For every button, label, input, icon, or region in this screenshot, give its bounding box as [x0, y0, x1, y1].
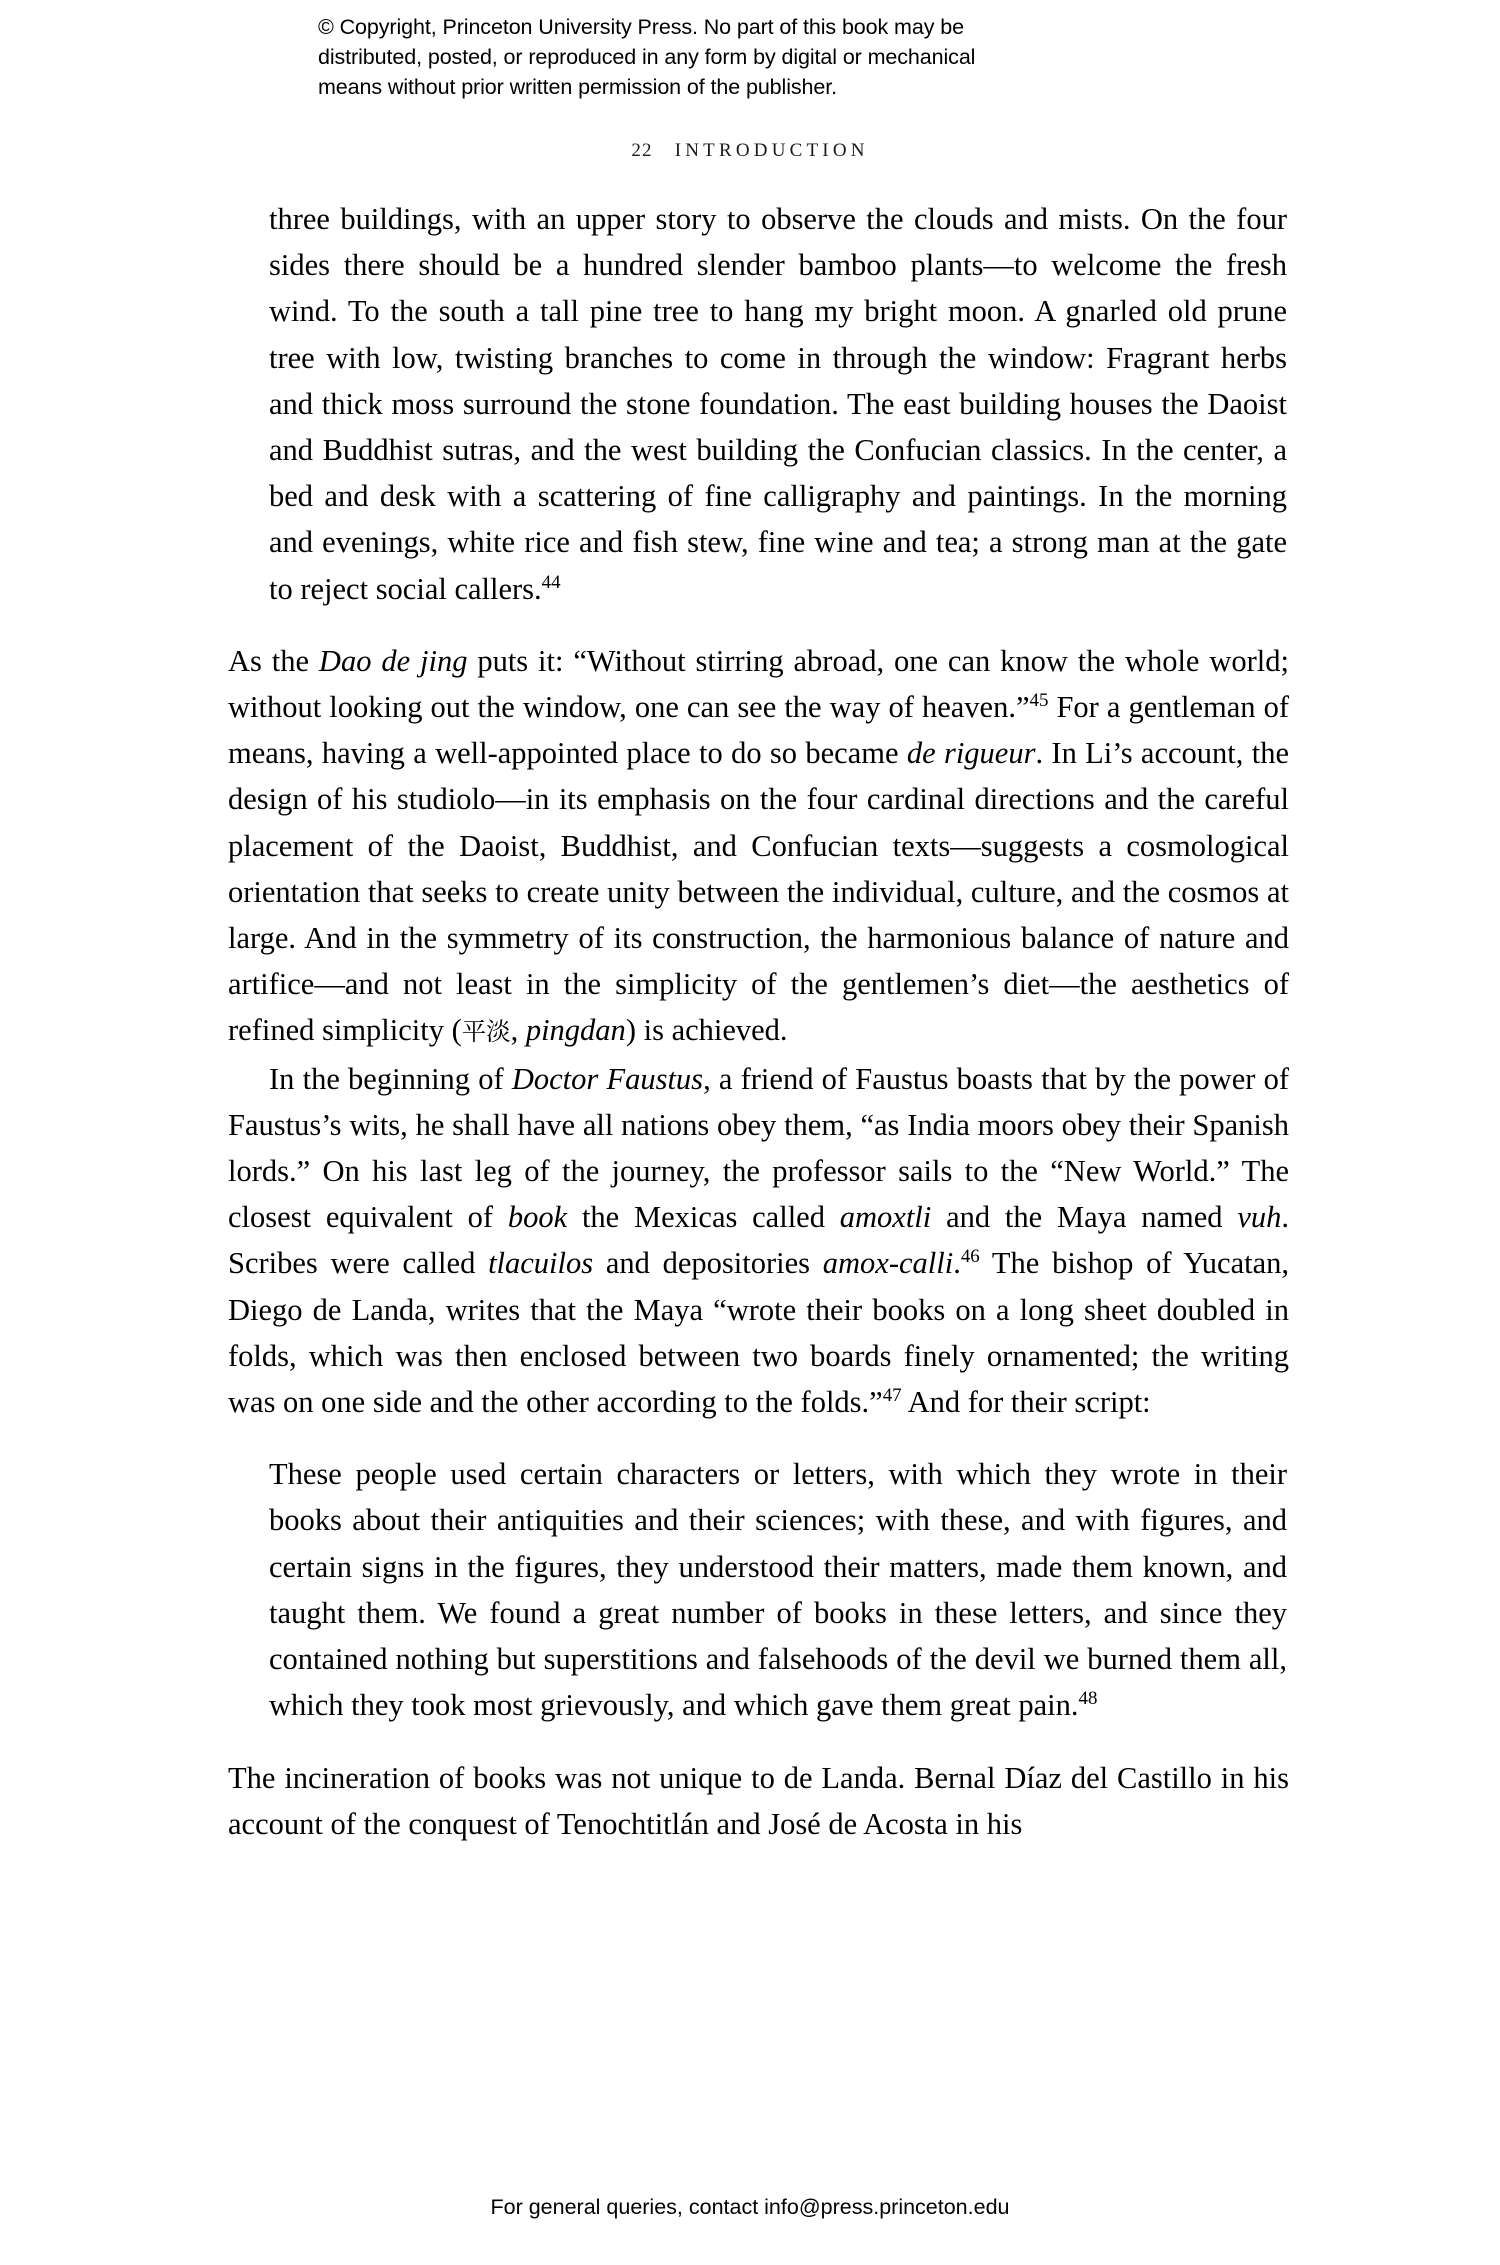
para-dao-seg1: As the	[228, 643, 319, 678]
title-dao-de-jing: Dao de jing	[318, 643, 468, 678]
word-book-italic: book	[507, 1200, 568, 1235]
word-tlacuilos: tlacuilos	[488, 1246, 594, 1281]
copyright-line-1: © Copyright, Princeton University Press. No part of this book may be	[318, 15, 964, 39]
section-title: INTRODUCTION	[674, 140, 869, 161]
para-dao-seg5: ,	[510, 1013, 526, 1048]
para-faustus-seg8: The bishop of Yucatan, Diego de Landa, writes that the Maya “wrote their books on a long sheet doubled in folds, which was then enclosed between two boards finely ornamented; the writing was on one side and the other according to the folds.”	[228, 1246, 1290, 1420]
footer-queries: For general queries, contact info@press.princeton.edu	[490, 2195, 1010, 2219]
page-number: 22	[631, 140, 653, 161]
running-head	[0, 140, 1500, 162]
para-faustus-seg4: and the Maya named	[931, 1200, 1238, 1235]
footnote-marker-46: 46	[960, 1246, 980, 1268]
romanization-pingdan: pingdan	[525, 1013, 626, 1048]
blockquote-2-text	[269, 1451, 1287, 1728]
footnote-marker-44: 44	[541, 571, 561, 593]
hanzi-pingdan: 平淡	[461, 1017, 511, 1047]
paragraph-incineration: The incineration of books was not unique to de Landa. Bernal Díaz del Castillo in his account of the conquest of Tenochtitlán and José de Acosta in his	[228, 1760, 1289, 1841]
para-dao-seg2: puts it: “Without stirring abroad, one can know the whole world; without looking out the window, one can see the way of heaven.”	[228, 643, 1289, 725]
word-amoxtli: amoxtli	[839, 1200, 932, 1235]
para-faustus-seg5: . Scribes were called	[228, 1200, 1289, 1281]
para-dao-seg4: . In Li’s account, the design of his studiolo—in its emphasis on the four cardinal directions and the careful placement of the Daoist, Buddhist, and Confucian texts—suggests a cosmological orientation that seeks to create unity between the individual, culture, and the cosmos at large. And in the symmetry of its construction, the harmonious balance of nature and artifice—and not least in the simplicity of the gentlemen’s diet—the aesthetics of refined simplicity (	[228, 736, 1289, 1048]
para-faustus-seg9: And for their script:	[901, 1385, 1151, 1420]
para-dao-seg6: ) is achieved.	[625, 1013, 788, 1048]
paragraph-doctor-faustus	[228, 1056, 1289, 1426]
title-doctor-faustus: Doctor Faustus	[511, 1061, 704, 1096]
footnote-marker-47: 47	[882, 1384, 902, 1406]
paragraph-dao-de-jing	[228, 638, 1289, 1056]
footnote-marker-45: 45	[1029, 689, 1049, 711]
para-faustus-seg6: and depositories	[593, 1246, 823, 1281]
para-faustus-seg2: , a friend of Faustus boasts that by the power of Faustus’s wits, he shall have all nations obey them, “as India moors obey their Spanish lords.” On his last leg of the journey, the professor sails to the “New World.” The closest equivalent of	[228, 1061, 1290, 1235]
word-amoxcalli: amox-calli	[822, 1246, 954, 1281]
footnote-marker-48: 48	[1078, 1688, 1098, 1710]
blockquote-1-text	[269, 196, 1287, 612]
para-faustus-seg7: .	[953, 1246, 961, 1281]
copyright-line-3: means without prior written permission of the publisher.	[318, 75, 838, 99]
copyright-notice	[318, 12, 1178, 102]
blockquote-1-body: three buildings, with an upper story to observe the clouds and mists. On the four sides there should be a hundred slender bamboo plants—to welcome the fresh wind. To the south a tall pine tree to hang my bright moon. A gnarled old prune tree with low, twisting branches to come in through the window: Fragrant herbs and thick moss surround the stone foundation. The east building houses the Daoist and Buddhist sutras, and the west building the Confucian classics. In the center, a bed and desk with a scattering of fine calligraphy and paintings. In the morning and evenings, white rice and fish stew, fine wine and tea; a strong man at the gate to reject social callers.	[269, 202, 1287, 606]
blockquote-de-landa	[228, 1451, 1289, 1728]
para-faustus-seg3: the Mexicas called	[567, 1200, 840, 1235]
phrase-de-rigueur: de rigueur	[906, 736, 1036, 771]
copyright-line-2: distributed, posted, or reproduced in any form by digital or mechanical	[318, 45, 976, 69]
blockquote-li-studio	[228, 196, 1289, 612]
para-dao-seg3: For a gentleman of means, having a well-appointed place to do so became	[228, 690, 1289, 771]
word-vuh: vuh	[1237, 1200, 1282, 1235]
blockquote-2-body: These people used certain characters or letters, with which they wrote in their books about their antiquities and their sciences; with these, and with figures, and certain signs in the figures, they understood their matters, made them known, and taught them. We found a great number of books in these letters, and since they contained nothing but superstitions and falsehoods of the devil we burned them all, which they took most grievously, and which gave them great pain.	[269, 1457, 1287, 1723]
text-body	[228, 196, 1289, 1847]
para-faustus-seg1: In the beginning of	[269, 1061, 512, 1096]
